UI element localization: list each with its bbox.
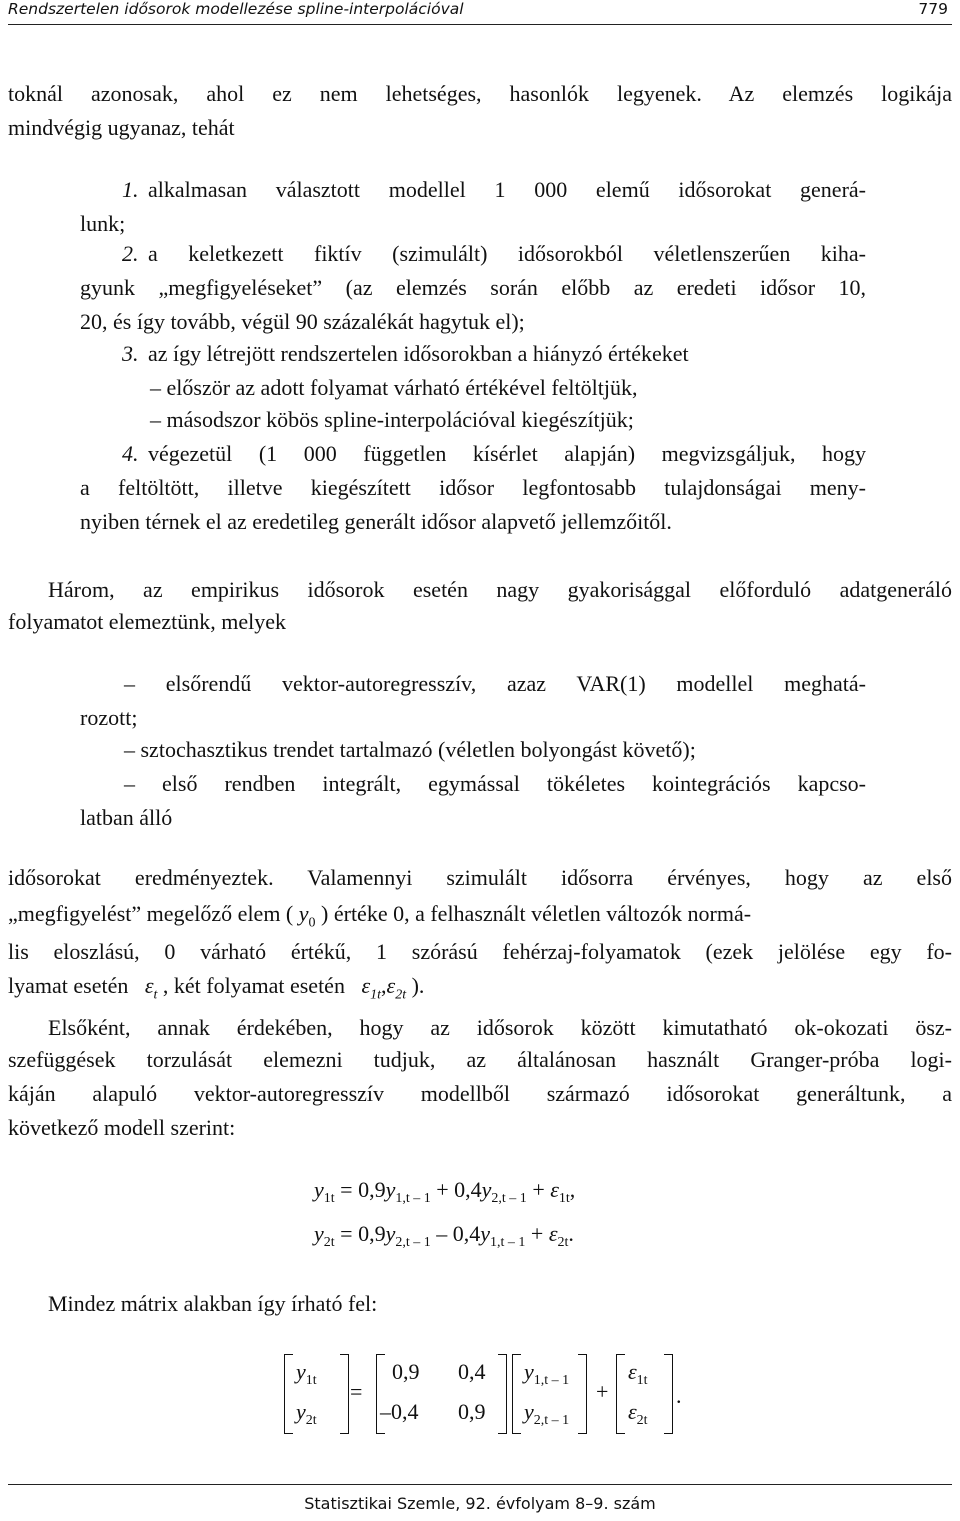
list-item-number: 4. — [122, 441, 139, 466]
body-line: idősorokat eredményeztek. Valamennyi szimulált idősorra érvényes, hogy az első — [8, 865, 952, 890]
bullet-line: rozott; — [80, 705, 138, 730]
journal-footer: Statisztikai Szemle, 92. évfolyam 8–9. szám — [304, 1494, 656, 1513]
bracket-left — [284, 1354, 293, 1434]
matrix-cell: 0,9 — [392, 1359, 420, 1384]
body-line: szefüggések torzulását elemezni tudjuk, az általánosan használt Granger-próba logi- — [8, 1047, 952, 1072]
page-number: 779 — [918, 0, 948, 18]
matrix-cell: $\varepsilon_{2t}$ — [628, 1399, 648, 1428]
body-line-inline-math: „megfigyelést” megelőző elem ( $y_0$ ) értéke 0, a felhasznált véletlen változók normá- — [8, 901, 752, 931]
body-line: Mindez mátrix alakban így írható fel: — [48, 1291, 378, 1316]
bracket-right — [578, 1354, 587, 1434]
list-item-line: lunk; — [80, 211, 126, 236]
running-title: Rendszertelen idősorok modellezése spline-interpolációval — [8, 0, 464, 18]
list-item-line: gyunk „megfigyeléseket” (az elemzés során előbb az eredeti idősor 10, — [80, 275, 866, 300]
bullet-line: – sztochasztikus trendet tartalmazó (véletlen bolyongást követő); — [124, 737, 696, 762]
matrix-cell: $y_{1,t - 1}$ — [524, 1359, 570, 1388]
matrix-cell: –0,4 — [380, 1399, 419, 1424]
list-item-line: a feltöltött, illetve kiegészített idősor legfontosabb tulajdonságai meny- — [80, 475, 866, 500]
matrix-cell: $\varepsilon_{1t}$ — [628, 1359, 648, 1388]
body-line: lis eloszlású, 0 várható értékű, 1 szórású fehérzaj-folyamatok (ezek jelölése egy fo- — [8, 939, 952, 964]
matrix-cell: $y_{1t}$ — [296, 1359, 317, 1388]
footer-rule — [8, 1484, 952, 1485]
period: . — [676, 1383, 682, 1408]
list-item-line: a keletkezett fiktív (szimulált) idősorokból véletlenszerűen kiha- — [148, 241, 866, 266]
sub-bullet: – először az adott folyamat várható értékével feltöltjük, — [150, 375, 638, 400]
body-line-inline-math: lyamat esetén $\varepsilon_t$ , két folyamat esetén $\varepsilon_{1t},\varepsilon_{2t}$ ). — [8, 973, 425, 1003]
matrix-cell: $y_{2,t - 1}$ — [524, 1399, 570, 1428]
body-line: Elsőként, annak érdekében, hogy az idősorok között kimutatható ok-okozati ösz- — [48, 1015, 952, 1040]
sub-bullet: – másodszor köbös spline-interpolációval kiegészítjük; — [150, 407, 634, 432]
bullet-line: – első rendben integrált, egymással tökéletes kointegrációs kapcso- — [124, 771, 866, 796]
body-line: következő modell szerint: — [8, 1115, 236, 1140]
bracket-right — [340, 1354, 349, 1434]
body-line: mindvégig ugyanaz, tehát — [8, 115, 235, 140]
body-line: toknál azonosak, ahol ez nem lehetséges, hasonlók legyenek. Az elemzés logikája — [8, 81, 952, 106]
bracket-right — [498, 1354, 507, 1434]
bracket-left — [616, 1354, 625, 1434]
bullet-line: – elsőrendű vektor-autoregresszív, azaz VAR(1) modellel meghatá- — [124, 671, 866, 696]
running-header — [8, 0, 952, 25]
body-line: folyamatot elemeztünk, melyek — [8, 609, 286, 634]
body-line: káján alapuló vektor-autoregresszív modellből származó idősorokat generáltunk, a — [8, 1081, 952, 1106]
matrix-cell: 0,4 — [458, 1359, 486, 1384]
list-item-line: végezetül (1 000 független kísérlet alapján) megvizsgáljuk, hogy — [148, 441, 866, 466]
plus-sign: + — [596, 1379, 609, 1404]
bracket-right — [664, 1354, 673, 1434]
list-item-number: 1. — [122, 177, 139, 202]
equation-1: $y_{1t} = 0,9y_{1,t - 1} + 0,4y_{2,t - 1} + \varepsilon_{1t}$, — [314, 1177, 576, 1206]
list-item-line: az így létrejött rendszertelen idősorokban a hiányzó értékeket — [148, 341, 689, 366]
matrix-cell: 0,9 — [458, 1399, 486, 1424]
list-item-line: nyiben térnek el az eredetileg generált idősor alapvető jellemzőitől. — [80, 509, 672, 534]
matrix-cell: $y_{2t}$ — [296, 1399, 317, 1428]
equals-sign: = — [350, 1379, 363, 1404]
list-item-number: 3. — [122, 341, 139, 366]
equation-2: $y_{2t} = 0,9y_{2,t - 1} - 0,4y_{1,t - 1} + \varepsilon_{2t}$. — [314, 1221, 574, 1250]
bullet-line: latban álló — [80, 805, 173, 830]
body-line: Három, az empirikus idősorok esetén nagy gyakorisággal előforduló adatgeneráló — [48, 577, 952, 602]
list-item-number: 2. — [122, 241, 139, 266]
bracket-left — [512, 1354, 521, 1434]
list-item-line: 20, és így tovább, végül 90 százalékát hagytuk el); — [80, 309, 525, 334]
list-item-line: alkalmasan választott modellel 1 000 elemű idősorokat generá- — [148, 177, 866, 202]
